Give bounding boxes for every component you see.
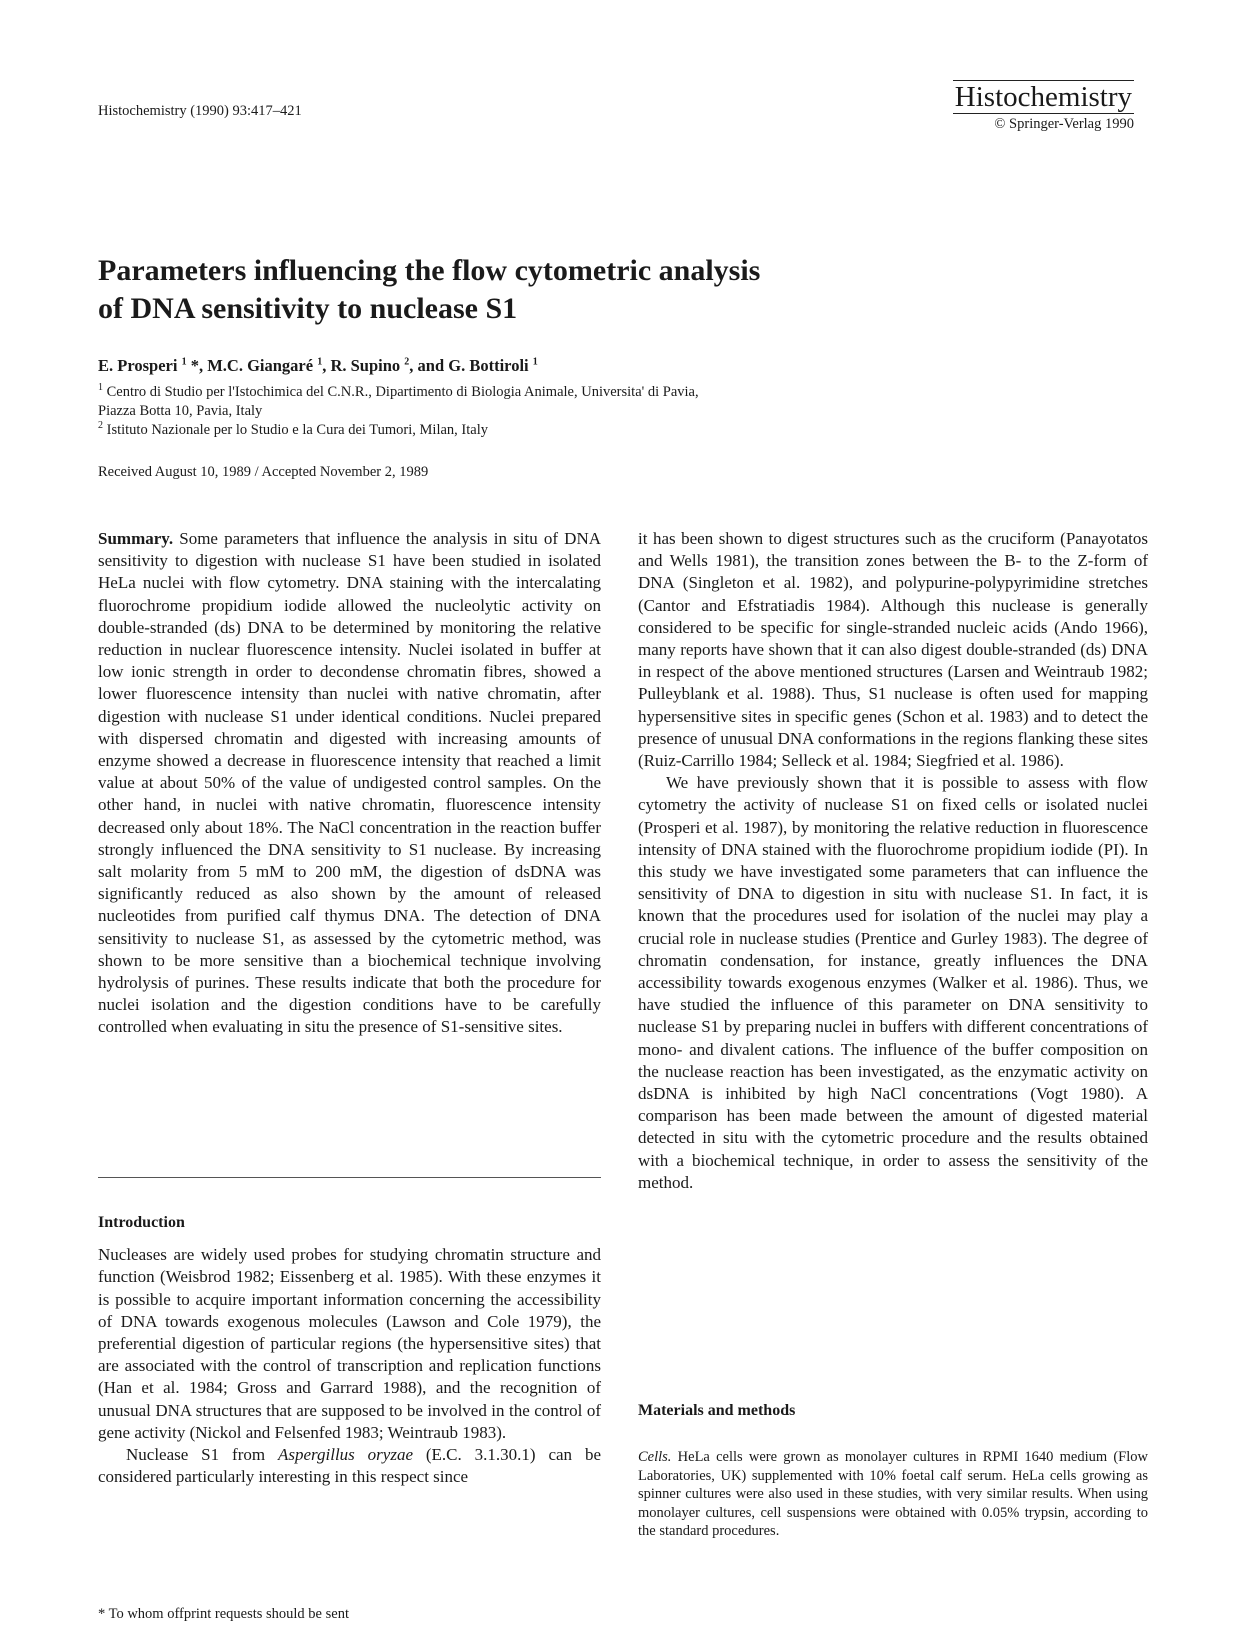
author-list: E. Prosperi $^1$ *, M.C. Giangaré $^1$, R. Supino $^2$, and G. Bottiroli $^1$ bbox=[98, 356, 538, 375]
affiliation-1-line-1: Centro di Studio per l'Istochimica del C.N.R., Dipartimento di Biologia Animale, Universita' di Pavia, bbox=[106, 384, 699, 400]
species-name: Aspergillus oryzae bbox=[277, 1445, 413, 1465]
summary-paragraph bbox=[98, 528, 601, 1039]
title-line-2: of DNA sensitivity to nuclease S1 bbox=[98, 292, 518, 325]
author-conjunction: and bbox=[417, 356, 445, 375]
paragraph-text: (E.C. 3.1.30.1) can be considered particularly interesting in this respect since bbox=[98, 1445, 601, 1487]
affiliation-2-text: Istituto Nazionale per lo Studio e la Cura dei Tumori, Milan, Italy bbox=[106, 422, 489, 438]
author-affiliation-mark: 1 bbox=[181, 356, 187, 368]
methods-block bbox=[638, 1400, 1148, 1541]
introduction-paragraph-1: Nucleases are widely used probes for studying chromatin structure and function (Weisbrod 1982; Eissenberg et al. 1985). With these enzymes it is possible to acquire important information concerning the accessibility of DNA towards exogenous molecules (Lawson and Cole 1979), the preferential digestion of particular regions (the hypersensitive sites) that are associated with the control of transcription and replication functions (Han et al. 1984; Gross and Garrard 1988), and the recognition of unusual DNA structures that are supposed to be involved in the control of gene activity (Nickol and Felsenfed 1983; Weintraub 1983). bbox=[98, 1245, 601, 1442]
author-affiliation-mark: 2 bbox=[404, 356, 410, 368]
author-name: M.C. Giangaré bbox=[207, 356, 314, 375]
author-name: R. Supino bbox=[330, 356, 401, 375]
introduction-paragraph-2 bbox=[98, 1444, 601, 1488]
cells-text: HeLa cells were grown as monolayer cultures in RPMI 1640 medium (Flow Laboratories, UK) supplemented with 10% foetal calf serum. HeLa cells growing as spinner cultures were also used in these studies, with very similar results. When using monolayer cultures, cell suspensions were obtained with 0.05% trypsin, according to the standard procedures. bbox=[638, 1449, 1149, 1540]
section-divider bbox=[98, 1177, 601, 1178]
cells-label: Cells. bbox=[638, 1449, 672, 1466]
summary-block bbox=[98, 528, 601, 1039]
introduction-heading: Introduction bbox=[98, 1214, 185, 1231]
summary-label: Summary. bbox=[98, 529, 174, 548]
affiliation-1 bbox=[98, 383, 978, 421]
author-name: E. Prosperi bbox=[98, 356, 178, 375]
copyright-notice: © Springer-Verlag 1990 bbox=[994, 116, 1134, 132]
article-title bbox=[98, 252, 998, 328]
affiliation-number: 1 bbox=[98, 382, 103, 394]
introduction-block bbox=[98, 1212, 601, 1488]
introduction-continued bbox=[638, 528, 1148, 1194]
introduction-paragraph-2-continued: it has been shown to digest structures such as the cruciform (Panayotatos and Wells 1981), the transition zones between the B- to the Z-form of DNA (Singleton et al. 1982), and polypurine-polypyrimidine stretches (Cantor and Efstratiadis 1984). Although this nuclease is generally considered to be specific for single-stranded nucleic acids (Ando 1966), many reports have shown that it can also digest double-stranded (ds) DNA in respect of the above mentioned structures (Larsen and Weintraub 1982; Pulleyblank et al. 1988). Thus, S1 nuclease is often used for mapping hypersensitive sites in specific genes (Schon et al. 1983) and to detect the presence of unusual DNA conformations in the regions flanking these sites (Ruiz-Carrillo 1984; Selleck et al. 1984; Siegfried et al. 1986). bbox=[638, 529, 1148, 771]
author-affiliation-mark: 1 bbox=[532, 356, 538, 368]
title-line-1: Parameters influencing the flow cytometric analysis bbox=[98, 254, 761, 287]
author-name: G. Bottiroli bbox=[448, 356, 529, 375]
received-dates: Received August 10, 1989 / Accepted November 2, 1989 bbox=[98, 464, 429, 480]
affiliation-2 bbox=[98, 421, 978, 440]
methods-cells-paragraph bbox=[638, 1448, 1148, 1541]
corresponding-mark: * bbox=[190, 356, 199, 375]
introduction-paragraph-3: We have previously shown that it is possible to assess with flow cytometry the activity of nuclease S1 on fixed cells or isolated nuclei (Prosperi et al. 1987), by monitoring the relative reduction in fluorescence intensity of DNA stained with the fluorochrome propidium iodide (PI). In this study we have investigated some parameters that can influence the sensitivity of DNA to digestion in situ with nuclease S1. In fact, it is known that the procedures used for isolation of the nuclei may play a crucial role in nuclease studies (Prentice and Gurley 1983). The degree of chromatin condensation, for instance, greatly influences the DNA accessibility towards exogenous enzymes (Walker et al. 1986). Thus, we have studied the influence of this parameter on DNA sensitivity to nuclease S1 by preparing nuclei in buffers with different concentrations of mono- and divalent cations. The influence of the buffer composition on the nuclease reaction has been investigated, as the enzymatic activity on dsDNA is inhibited by high NaCl concentrations (Vogt 1980). A comparison has been made between the amount of digested material detected in situ with the cytometric procedure and the results obtained with a biochemical technique, in order to assess the sensitivity of the method. bbox=[638, 773, 1148, 1192]
affiliation-1-line-2: Piazza Botta 10, Pavia, Italy bbox=[98, 403, 263, 419]
journal-masthead bbox=[953, 80, 1134, 133]
paragraph-text: Nuclease S1 from bbox=[126, 1445, 266, 1465]
journal-citation: Histochemistry (1990) 93:417–421 bbox=[98, 103, 302, 119]
author-affiliation-mark: 1 bbox=[317, 356, 323, 368]
affiliation-number: 2 bbox=[98, 420, 103, 432]
journal-name: Histochemistry bbox=[954, 81, 1132, 113]
summary-text: Some parameters that influence the analysis in situ of DNA sensitivity to digestion with nuclease S1 have been studied in isolated HeLa nuclei with flow cytometry. DNA staining with the intercalating fluorochrome propidium iodide allowed the nucleolytic activity on double-stranded (ds) DNA to be determined by monitoring the relative reduction in nuclear fluorescence intensity. Nuclei isolated in buffer at low ionic strength in order to decondense chromatin fibres, showed a lower fluorescence intensity than nuclei with native chromatin, after digestion with nuclease S1 under identical conditions. Nuclei prepared with dispersed chromatin and digested with increasing amounts of enzyme showed a decrease in fluorescence intensity that reached a limit value at about 50% of the value of undigested control samples. On the other hand, in nuclei with native chromatin, fluorescence intensity decreased only about 18%. The NaCl concentration in the reaction buffer strongly influenced the DNA sensitivity to S1 nuclease. By increasing salt molarity from 5 mM to 200 mM, the digestion of dsDNA was significantly reduced as also shown by the amount of released nucleotides from purified calf thymus DNA. The detection of DNA sensitivity to nuclease S1, as assessed by the cytometric method, was shown to be more sensitive than a biochemical technique involving hydrolysis of purines. These results indicate that both the procedure for nuclei isolation and the digestion conditions have to be carefully controlled when evaluating in situ the presence of S1-sensitive sites. bbox=[98, 529, 601, 1037]
footnote: * To whom offprint requests should be sent bbox=[98, 1606, 349, 1622]
methods-heading: Materials and methods bbox=[638, 1402, 796, 1419]
